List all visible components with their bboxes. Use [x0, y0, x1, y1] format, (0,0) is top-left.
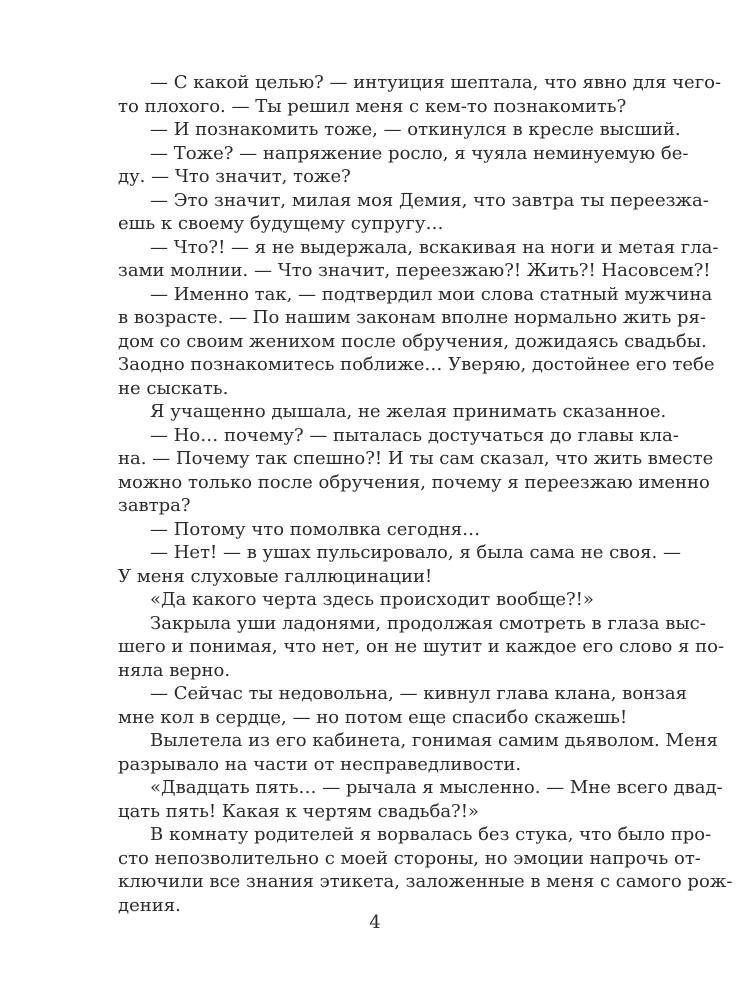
text-line: завтра?: [118, 495, 191, 516]
paragraph: [118, 541, 681, 588]
text-line: цать пять! Какая к чертям свадьба?!»: [118, 800, 479, 822]
text-line: В комнату родителей я ворвалась без стука, что было про-: [150, 824, 712, 845]
text-line: шего и понимая, что нет, он не шутит и каждое его слово я по-: [118, 636, 725, 657]
text-line: — Это значит, милая моя Демия, что завтра ты переезжа-: [150, 189, 709, 211]
text-line: ду. — Что значит, тоже?: [118, 166, 351, 187]
text-line: ешь к своему будущему супругу…: [118, 213, 444, 234]
text-line: — Но… почему? — пыталась достучаться до главы кла-: [150, 424, 679, 446]
paragraph: [118, 612, 725, 683]
text-line: — Что?! — я не выдержала, вскакивая на ноги и метая гла-: [150, 236, 719, 258]
paragraph: [118, 729, 718, 776]
text-line: мне кол в сердце, — но потом еще спасибо скажешь!: [118, 706, 628, 728]
paragraph: [118, 682, 688, 729]
paragraph: [118, 588, 630, 612]
text-line: У меня слуховые галлюцинации!: [118, 565, 433, 587]
text-line: Вылетела из его кабинета, гонимая самим дьяволом. Меня: [150, 730, 718, 751]
text-line: дения.: [118, 894, 181, 916]
text-line: дом со своим женихом после обручения, дожидаясь свадьбы.: [118, 330, 707, 352]
text-line: Закрыла уши ладонями, продолжая смотреть в глаза выс-: [150, 612, 706, 634]
paragraph: [118, 400, 667, 424]
text-line: — Именно так, — подтвердил мои слова статный мужчина: [150, 283, 713, 305]
text-line: разрывало на части от несправедливости.: [118, 753, 522, 775]
paragraph: [118, 823, 733, 917]
text-line: можно только после обручения, почему я переезжаю именно: [118, 471, 710, 493]
text-line: «Двадцать пять… — рычала я мысленно. — Мне всего двад-: [150, 777, 723, 798]
text-line: Я учащенно дышала, не желая принимать сказанное.: [150, 401, 667, 422]
paragraph: [118, 71, 722, 118]
text-line: — Нет! — в ушах пульсировало, я была сама не своя. —: [150, 542, 681, 563]
text-line: в возрасте. — По нашим законам вполне нормально жить ря-: [118, 307, 706, 328]
text-line: то плохого. — Ты решил меня с кем-то познакомить?: [118, 95, 627, 117]
paragraph: [118, 283, 715, 401]
text-line: на. — Почему так спешно?! И ты сам сказал, что жить вместе: [118, 448, 714, 469]
paragraph: [118, 118, 681, 142]
text-line: — И познакомить тоже, — откинулся в кресле высший.: [150, 119, 681, 140]
text-line: — Сейчас ты недовольна, — кивнул глава клана, вонзая: [150, 683, 688, 704]
page-number: 4: [369, 912, 381, 933]
paragraph: [118, 776, 723, 823]
text-line: — Тоже? — напряжение росло, я чуяла неминуемую бе-: [150, 142, 689, 164]
text-line: — Потому что помолвка сегодня…: [150, 518, 481, 540]
text-line: — С какой целью? — интуиция шептала, что явно для чего-: [150, 72, 722, 93]
text-line: няла верно.: [118, 659, 231, 681]
paragraph: [118, 142, 689, 189]
paragraph: [118, 424, 714, 518]
text-line: «Да какого черта здесь происходит вообще?!»: [150, 589, 594, 610]
body-text: [118, 71, 733, 917]
text-line: не сыскать.: [118, 377, 229, 399]
paragraph: [118, 518, 630, 542]
text-line: зами молнии. — Что значит, переезжаю?! Жить?! Насовсем?!: [118, 260, 711, 281]
text-line: Заодно познакомитесь поближе… Уверяю, достойнее его тебе: [118, 354, 715, 375]
paragraph: [118, 236, 719, 283]
paragraph: [118, 189, 709, 236]
text-line: ключили все знания этикета, заложенные в меня с самого рож-: [118, 871, 733, 892]
text-line: сто непозволительно с моей стороны, но эмоции напрочь от-: [118, 847, 701, 869]
